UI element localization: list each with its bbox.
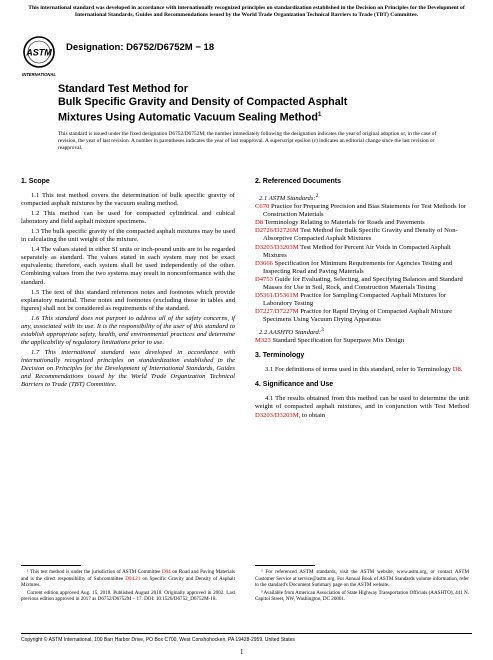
footer-divider xyxy=(21,633,472,634)
reference-link[interactable]: D3666 xyxy=(255,259,273,267)
reference-m323: M323 Standard Specification for Superpave Mix Design xyxy=(255,337,405,345)
reference-link[interactable]: D2726/D2726M xyxy=(255,227,299,235)
right-column xyxy=(255,178,469,422)
section-terminology-heading: 3. Terminology xyxy=(255,352,305,360)
reference-link[interactable]: D3203/D3203M xyxy=(255,243,299,251)
aashto-standard-subheading: 2.2 AASHTO Standard:$^3$ xyxy=(259,326,324,337)
document-title xyxy=(58,83,438,125)
footnotes-right xyxy=(255,569,469,604)
reference-item: D4753 Guide for Evaluating, Selecting, and Specifying Balances and Standard Masses for Use in Soil, Rock, and Construction Materials Testing xyxy=(255,275,463,291)
section-significance-heading: 4. Significance and Use xyxy=(255,381,334,389)
designation: Designation: D6752/D6752M − 18 xyxy=(66,42,215,53)
paragraph-3-1: 3.1 For definitions of terms used in this standard, refer to Terminology D8. xyxy=(265,366,463,374)
reference-link[interactable]: D4753 xyxy=(255,275,273,283)
paragraph-1-5: 1.5 The text of this standard references notes and footnotes which provide explanatory material. These notes and footnotes (excluding those in tables and figures) shall not be considered as requirements of the standard. xyxy=(21,288,235,312)
reference-link[interactable]: D8 xyxy=(255,219,264,227)
reference-item: D8 Terminology Relating to Materials for Roads and Pavements xyxy=(255,219,425,227)
reference-link-m323[interactable]: M323 xyxy=(255,337,271,345)
astm-standards-subheading: 2.1 ASTM Standards:$^2$ xyxy=(259,193,319,203)
reference-item: D3666 Specification for Minimum Requirements for Agencies Testing and Inspecting Road and Paving Materials xyxy=(255,259,453,275)
logo-text-bottom: INTERNATIONAL xyxy=(22,72,56,77)
reference-item: D3203/D3203M Test Method for Percent Air Voids in Compacted Asphalt Mixtures xyxy=(255,243,451,259)
copyright-line: Copyright © ASTM International, 100 Barr Harbor Drive, PO Box C700, West Conshohocken, PA 19428-2959. United States xyxy=(21,637,295,643)
footnote-1: ¹ This test method is under the jurisdiction of ASTM Committee D04 on Road and Paving Materials and is the direct responsibility of Subcommittee D04.21 on Specific Gravity and Density of Asphalt Mixtures. xyxy=(21,569,236,589)
section-scope-heading: 1. Scope xyxy=(21,178,50,185)
reference-item: D7227/D7227M Practice for Rapid Drying of Compacted Asphalt Mixture Specimens Using Vacuum Drying Apparatus xyxy=(255,307,453,323)
title-line-1: Standard Test Method for xyxy=(58,83,188,95)
link-d04[interactable]: D04 xyxy=(161,569,171,575)
preamble: This standard is issued under the fixed designation D6752/D6752M; the number immediately following the designation indicates the year of original adoption or, in the case of revision, the year of last revision. A number in parentheses indicates the year of last reapproval. A superscript epsilon (ε) indicates an editorial change since the last revision or reapproval. xyxy=(58,131,437,151)
reference-item: C670 Practice for Preparing Precision and Bias Statements for Test Methods for Construction Materials xyxy=(255,203,466,219)
reference-link[interactable]: D7227/D7227M xyxy=(255,307,299,315)
paragraph-1-3: 1.3 The bulk specific gravity of the compacted asphalt mixtures may be used in calculating the unit weight of the mixture. xyxy=(21,228,235,244)
title-footnote-mark: 1 xyxy=(317,112,322,118)
tbt-notice: This international standard was developed in accordance with internationally recognized principles on standardization established in the Decision on Principles for the Development of International Standards, Guides and Recommendations issued by the World Trade Organization Technical Barriers to Trade (TBT) Committee. xyxy=(28,5,465,18)
astm-logo xyxy=(22,35,56,79)
paragraph-1-6: 1.6 This standard does not purport to address all of the safety concerns, if any, associated with its use. It is the responsibility of the user of this standard to establish appropriate safety, health, and environmental practices and determine the applicability of regulatory limitations prior to use. xyxy=(21,314,235,346)
reference-item: D2726/D2726M Test Method for Bulk Specific Gravity and Density of Non-Absorptive Compacted Asphalt Mixtures xyxy=(255,227,458,243)
footnote-1-edition: Current edition approved Aug. 15, 2018. Published August 2018. Originally approved in 2002. Last previous edition approved in 2017 as D6752/D6752M – 17. DOI: 10.1520/D6752_D6752M-18. xyxy=(21,589,235,603)
section-referenced-documents-heading: 2. Referenced Documents xyxy=(255,178,341,185)
link-d04-21[interactable]: D04.21 xyxy=(125,575,141,582)
paragraph-4-1: 4.1 The results obtained from this method can be used to determine the unit weight of compacted asphalt mixtures, and in conjunction with Test Method D3203/D3203M, to obtain xyxy=(255,395,469,419)
paragraph-1-4: 1.4 The values stated in either SI units or inch-pound units are to be regarded separately as standard. The values stated in each system may not be exact equivalents; therefore, each system shall be used independently of the other. Combining values from the two systems may result in nonconformance with the standard. xyxy=(21,246,235,286)
footnote-3: ³ Available from American Association of State Highway Transportation Officials (AASHTO), 441 N. Capitol Street, NW, Washington, DC 20001. xyxy=(255,589,469,603)
paragraph-1-7: 1.7 This international standard was developed in accordance with internationally recognized principles on standardization established in the Decision on Principles for the Development of International Standards, Guides and Recommendations issued by the World Trade Organization Technical Barriers to Trade (TBT) Committee. xyxy=(21,348,235,389)
title-line-3: Mixtures Using Automatic Vacuum Sealing Method$^1$ xyxy=(58,111,322,124)
reference-list xyxy=(255,203,469,324)
reference-item: D5361/D5361M Practice for Sampling Compacted Asphalt Mixtures for Laboratory Testing xyxy=(255,291,447,307)
footnote-2: ² For referenced ASTM standards, visit the ASTM website, www.astm.org, or contact ASTM Customer Service at service@astm.org. For Annual Book of ASTM Standards volume information, refer to the standard's Document Summary page on the ASTM website. xyxy=(255,569,469,589)
page-number: 1 xyxy=(240,648,244,656)
footnotes-left xyxy=(21,569,235,604)
footnote-divider-right xyxy=(255,565,315,566)
link-d3203[interactable]: D3203/D3203M xyxy=(255,411,299,419)
title-line-2: Bulk Specific Gravity and Density of Compacted Asphalt xyxy=(58,96,348,108)
paragraph-1-1: 1.1 This test method covers the determination of bulk specific gravity of compacted asphalt mixtures by the vacuum sealing method. xyxy=(21,192,235,208)
link-d8[interactable]: D8 xyxy=(452,366,461,374)
logo-text-top: ASTM xyxy=(26,47,52,58)
left-column xyxy=(21,178,235,391)
footnote-divider-left xyxy=(21,565,81,566)
astm-international-logo-icon xyxy=(22,35,56,79)
reference-link[interactable]: D5361/D5361M xyxy=(255,291,299,299)
paragraph-1-2: 1.2 This method can be used for compacted cylindrical and cubical laboratory and field asphalt mixture specimens. xyxy=(21,210,235,226)
reference-link[interactable]: C670 xyxy=(255,203,270,211)
